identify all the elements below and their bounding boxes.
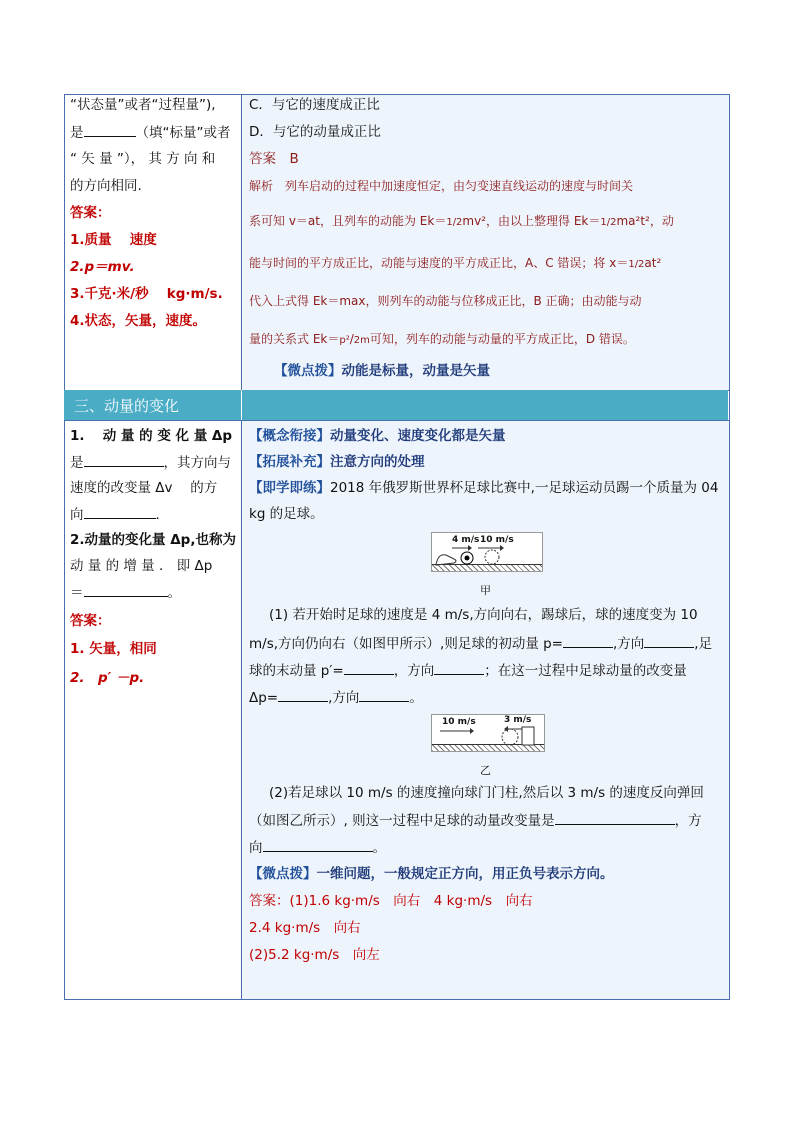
fig1-caption: 甲 — [480, 584, 491, 597]
analysis-line-4: 代入上式得 Ek＝max，则列车的动能与位移成正比，B 正确；由动能与动 — [249, 294, 642, 308]
q1-line-2: m/s,方向仍向右（如图甲所示）,则足球的初动量 p= ,方向 ,足 — [249, 636, 713, 652]
bounce-scene-icon — [432, 715, 544, 751]
section-title: 三、动量的变化 — [74, 397, 180, 415]
figure-yi — [431, 714, 545, 752]
left-b-3: 速度的改变量 Δv 的方 — [70, 480, 218, 496]
analysis-line-5: 量的关系式 Ek＝p²/2m可知，列车的动能与动量的平方成正比，D 错误。 — [249, 332, 635, 346]
analysis-line-2: 系可知 v＝at，且列车的动能为 Ek＝1/2mv²，由以上整理得 Ek＝1/2ma²t²，动 — [249, 214, 674, 228]
left-b-answer-2: 2. p′ －p. — [70, 670, 145, 686]
option-d: D．与它的动量成正比 — [249, 124, 381, 140]
q2-line-2: （如图乙所示）, 则这一过程中足球的动量改变量是 ，方 — [249, 813, 702, 829]
left-text-4: 的方向相同. — [70, 178, 142, 194]
left-b-1: 1. 动 量 的 变 化 量 Δp — [70, 428, 233, 444]
worksheet-page — [64, 94, 730, 1000]
left-answer-3: 3.千克·米/秒 kg·m/s. — [70, 286, 223, 302]
left-b-4: 向 ． — [70, 507, 169, 523]
left-answer-4: 4.状态，矢量，速度。 — [70, 313, 207, 329]
left-b-5: 2.动量的变化量 Δp,也称为 — [70, 532, 236, 548]
q1-line-3: 球的末动量 p′= ，方向 ；在这一过程中足球动量的改变量 — [249, 663, 687, 679]
left-b-6: 动 量 的 增 量 ． 即 Δp — [70, 558, 213, 574]
analysis-line-1: 解析 列车启动的过程中加速度恒定，由匀变速直线运动的速度与时间关 — [249, 179, 634, 193]
section-header — [64, 390, 728, 420]
left-b-7: ＝ 。 — [70, 585, 181, 601]
tip-line-top: 【微点拨】动能是标量，动量是矢量 — [274, 363, 490, 379]
q1-line-1: (1) 若开始时足球的速度是 4 m/s,方向向右，踢球后，球的速度变为 10 — [269, 607, 698, 623]
q2-line-1: (2)若足球以 10 m/s 的速度撞向球门门柱,然后以 3 m/s 的速度反向弹回 — [269, 785, 704, 801]
q1-line-4: Δp= ,方向 。 — [249, 690, 423, 706]
left-b-answer-label: 答案： — [70, 613, 111, 629]
kick-scene-icon — [432, 533, 542, 571]
option-c: C．与它的速度成正比 — [249, 97, 380, 113]
left-answer-2: 2.p＝mv. — [70, 259, 135, 275]
answer-text: 答案 B — [249, 151, 299, 167]
q2-line-3: 向 。 — [249, 840, 386, 856]
row-divider-bottom — [64, 420, 730, 421]
left-answer-1: 1.质量 速度 — [70, 232, 157, 248]
left-b-2: 是 ，其方向与 — [70, 455, 231, 471]
analysis-line-3: 能与时间的平方成正比，动能与速度的平方成正比，A、C 错误；将 x＝1/2at² — [249, 256, 662, 270]
fig2-caption: 乙 — [480, 764, 491, 777]
practice-line-1: 【即学即练】2018 年俄罗斯世界杯足球比赛中,一足球运动员踢一个质量为 04 — [249, 480, 719, 496]
left-b-answer-1: 1. 矢量，相同 — [70, 641, 157, 657]
concept-line: 【概念衔接】动量变化、速度变化都是矢量 — [249, 428, 506, 444]
fig2-speed-2: 3 m/s — [504, 715, 532, 725]
expand-line: 【拓展补充】注意方向的处理 — [249, 454, 425, 470]
left-answer-label: 答案： — [70, 205, 111, 221]
practice-line-2: kg 的足球。 — [249, 506, 324, 522]
bottom-answer-1: 答案：(1)1.6 kg·m/s 向右 4 kg·m/s 向右 — [249, 893, 533, 909]
header-divider — [241, 390, 242, 420]
column-divider — [241, 94, 242, 1000]
fig1-speed-2: 10 m/s — [480, 535, 514, 545]
left-text-1: “状态量”或者“过程量”), — [70, 97, 216, 113]
fig1-speed-1: 4 m/s — [452, 535, 480, 545]
bottom-answer-2: 2.4 kg·m/s 向右 — [249, 920, 361, 936]
tip-line-bottom: 【微点拨】一维问题，一般规定正方向，用正负号表示方向。 — [249, 866, 614, 882]
figure-jia — [431, 532, 543, 572]
left-text-2: 是 （填“标量”或者 — [70, 125, 231, 141]
fig2-speed-1: 10 m/s — [442, 717, 476, 727]
left-text-3: “ 矢 量 ”）， 其 方 向 和 — [70, 151, 216, 167]
bottom-answer-3: (2)5.2 kg·m/s 向左 — [249, 947, 380, 963]
